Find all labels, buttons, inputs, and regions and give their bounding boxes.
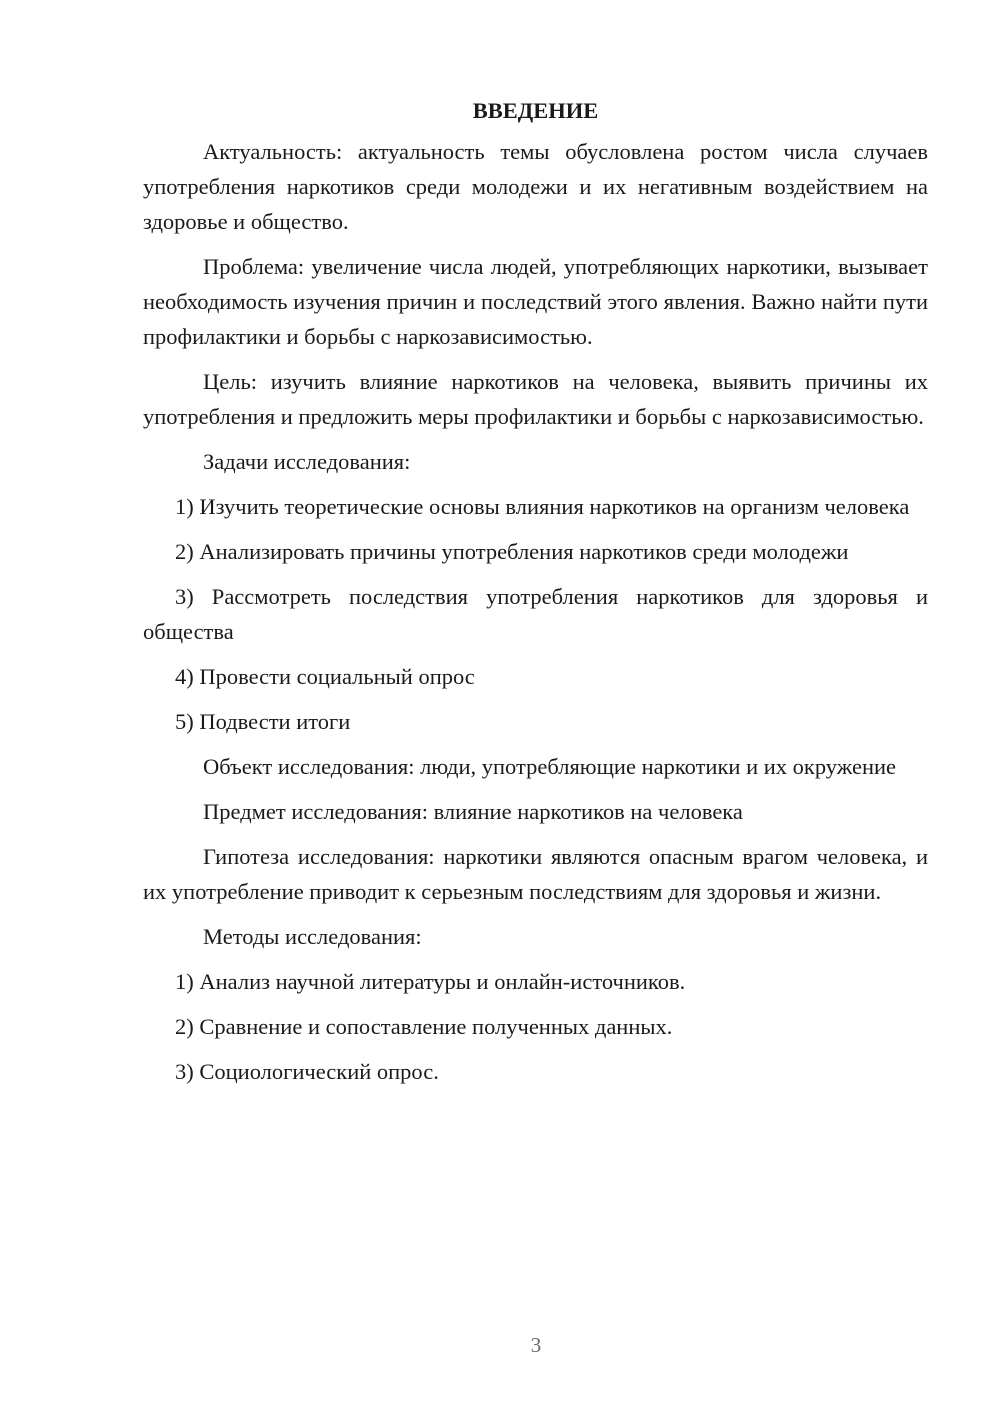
method-item-2: 2) Сравнение и сопоставление полученных данных.	[175, 1014, 673, 1039]
document-body	[143, 93, 928, 1099]
task-item-2: 2) Анализировать причины употребления наркотиков среди молодежи	[175, 539, 849, 564]
relevance-paragraph: Актуальность: актуальность темы обусловлена ростом числа случаев употребления наркотиков среди молодежи и их негативным воздействием на здоровье и общество.	[143, 139, 928, 234]
method-item-1: 1) Анализ научной литературы и онлайн-источников.	[175, 969, 686, 994]
problem-paragraph: Проблема: увеличение числа людей, употребляющих наркотики, вызывает необходимость изучения причин и последствий этого явления. Важно найти пути профилактики и борьбы с наркозависимостью.	[143, 254, 928, 349]
subject-paragraph: Предмет исследования: влияние наркотиков на человека	[203, 799, 743, 824]
task-item-4: 4) Провести социальный опрос	[175, 664, 475, 689]
object-paragraph: Объект исследования: люди, употребляющие наркотики и их окружение	[203, 754, 897, 779]
tasks-heading: Задачи исследования:	[203, 449, 411, 474]
page-number: 3	[530, 1333, 542, 1357]
task-item-1: 1) Изучить теоретические основы влияния наркотиков на организм человека	[175, 494, 910, 519]
goal-paragraph: Цель: изучить влияние наркотиков на человека, выявить причины их употребления и предложить меры профилактики и борьбы с наркозависимостью.	[143, 369, 928, 429]
hypothesis-paragraph: Гипотеза исследования: наркотики являются опасным врагом человека, и их употребление приводит к серьезным последствиям для здоровья и жизни.	[143, 844, 928, 904]
page-title: ВВЕДЕНИЕ	[472, 98, 599, 123]
method-item-3: 3) Социологический опрос.	[175, 1059, 439, 1084]
task-item-5: 5) Подвести итоги	[175, 709, 351, 734]
task-item-3: 3) Рассмотреть последствия употребления наркотиков для здоровья и общества	[143, 584, 928, 644]
methods-heading: Методы исследования:	[203, 924, 422, 949]
